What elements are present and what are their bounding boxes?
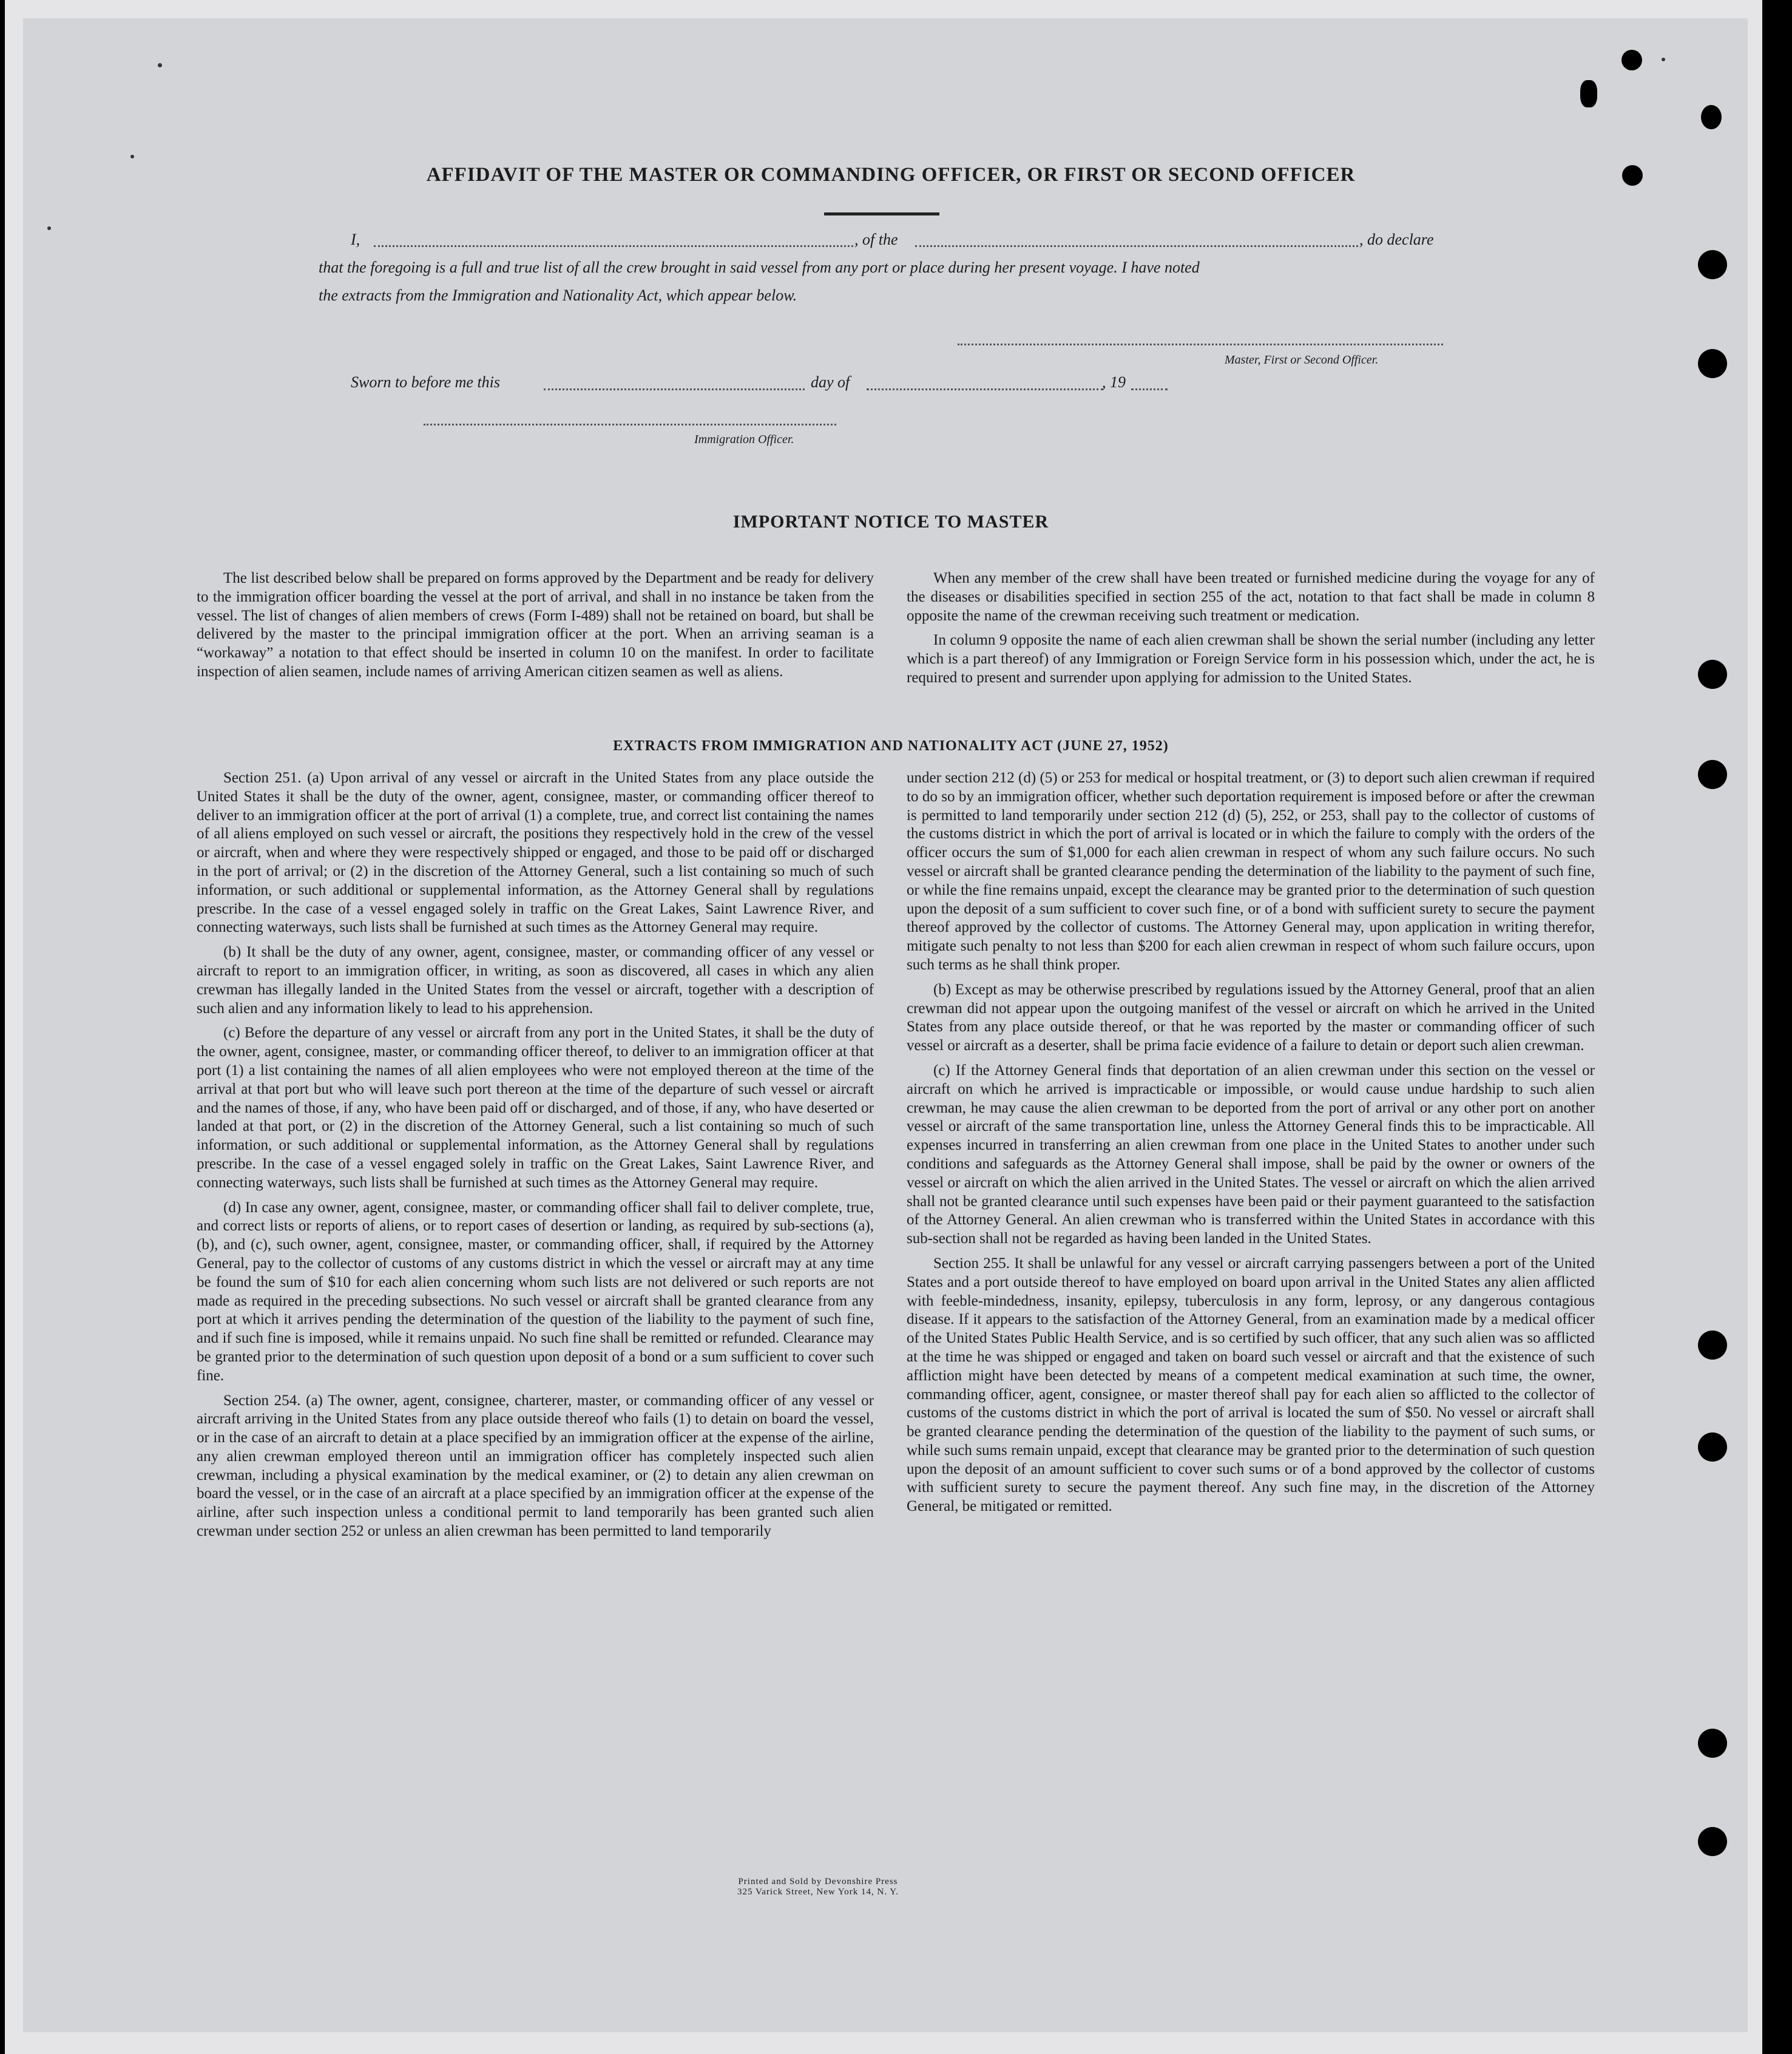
notice-left-paragraph: The list described below shall be prepared on forms approved by the Department and be ready for delivery to the immigration officer boarding the vessel at the port of arrival, and shall in no instance be taken from the vessel. The list of changes of alien members of crews (Form I-489) shall not be retained on board, but shall be delivered by the master to the principal immigration officer at the port. When an arriving seaman is a “workaway” a notation to that effect should be inserted in column 10 on the manifest. In order to facilitate inspection of alien seamen, include names of arriving American citizen seamen as well as aliens.	[197, 570, 874, 680]
do-declare-label: , do declare	[1359, 231, 1434, 248]
name-field[interactable]	[374, 245, 853, 247]
speck	[158, 63, 162, 67]
declaration-line-1: that the foregoing is a full and true list of all the crew brought in said vessel from any port or place during her present voyage. I have noted	[319, 259, 1200, 276]
day-of-label: day of	[811, 373, 850, 391]
punch-hole	[1698, 250, 1727, 279]
printer-line-2: 325 Varick Street, New York 14, N. Y.	[737, 1887, 899, 1897]
extract-paragraph: (b) Except as may be otherwise prescribed by regulations issued by the Attorney General, proof that an alien crewman did not appear upon the outgoing manifest of the vessel or aircraft on which he arrived in the United States from any place outside thereof, or that he was reported by the master or commanding officer of such vessel or aircraft as a deserter, shall be prima facie evidence of a failure to detain or deport such alien crewman.	[907, 981, 1595, 1054]
title-rule	[824, 212, 939, 215]
speck	[1662, 58, 1665, 61]
punch-hole	[1698, 349, 1727, 378]
punch-hole	[1621, 50, 1642, 70]
extract-paragraph: (d) In case any owner, agent, consignee, master, or commanding officer shall fail to deliver complete, true, and correct lists or reports of aliens, or to report cases of desertion or landing, as required by sub-sections (a), (b), and (c), such owner, agent, consignee, master, or commanding officer, shall, if required by the Attorney General, pay to the collector of customs of any customs district in which the vessel or aircraft may at any time be found the sum of $10 for each alien concerning whom such lists are not delivered or such reports are not made as required in the preceding subsections. No such vessel or aircraft shall be granted clearance from any port at which it arrives pending the determination of the question of the liability to the payment of such fine, and if such fine is imposed, while it remains unpaid. No such fine shall be remitted or refunded. Clearance may be granted prior to the determination of such question upon deposit of a bond or a sum sufficient to cover such fine.	[197, 1199, 874, 1384]
immigration-officer-signature-field[interactable]	[424, 424, 836, 425]
notice-title: IMPORTANT NOTICE TO MASTER	[732, 512, 1049, 532]
declaration-line-2: the extracts from the Immigration and Nationality Act, which appear below.	[319, 286, 797, 304]
i-label: I,	[351, 231, 360, 248]
affidavit-title: AFFIDAVIT OF THE MASTER OR COMMANDING OFFICER, OR FIRST OR SECOND OFFICER	[426, 164, 1356, 186]
extract-paragraph: (b) It shall be the duty of any owner, agent, consignee, master, or commanding officer of any vessel or aircraft to report to an immigration officer, in writing, as soon as discovered, all cases in which any alien crewman has illegally landed in the United States from the vessel or aircraft, together with a description of such alien and any information likely to lead to his apprehension.	[197, 944, 874, 1017]
punch-hole	[1698, 1432, 1727, 1462]
punch-hole	[1622, 165, 1643, 186]
punch-hole	[1580, 80, 1597, 107]
printer-imprint	[666, 1877, 970, 1897]
extracts-left-column	[197, 769, 874, 1541]
punch-hole	[1698, 660, 1727, 689]
document-page	[23, 18, 1748, 2032]
document-sheet	[5, 0, 1762, 2054]
extract-paragraph: Section 251. (a) Upon arrival of any vessel or aircraft in the United States from any place outside the United States it shall be the duty of the owner, agent, consignee, master, or commanding officer thereof to deliver to an immigration officer at the port of arrival (1) a complete, true, and correct list containing the names of all aliens employed on such vessel or aircraft, the positions they respectively hold in the crew of the vessel or aircraft, when and where they were respectively shipped or engaged, and those to be paid off or discharged in the port of arrival; or (2) in the discretion of the Attorney General, such a list containing so much of such information, or such additional or supplemental information, as the Attorney General shall by regulations prescribe. In the case of a vessel engaged solely in traffic on the Great Lakes, Saint Lawrence River, and connecting waterways, such lists shall be furnished at such times as the Attorney General may require.	[197, 770, 874, 936]
punch-hole	[1698, 760, 1727, 789]
notice-left-column	[197, 569, 874, 682]
sworn-label: Sworn to before me this	[351, 373, 501, 391]
extract-paragraph: (c) If the Attorney General finds that deportation of an alien crewman under this section on the vessel or aircraft on which he arrived is impracticable or impossible, or would cause undue hardship to such alien crewman, he may cause the alien crewman to be deported from the port of arrival or any other port on another vessel or aircraft of the same transportation line, unless the Attorney General finds this to be impracticable. All expenses incurred in transferring an alien crewman from one place in the United States to another under such conditions and safeguards as the Attorney General shall impose, shall be paid by the owner or owners of the vessel or aircraft on which the alien arrived in the United States. The vessel or aircraft on which the alien arrived shall not be granted clearance until such expenses have been paid or their payment guaranteed to the satisfaction of the Attorney General. An alien crewman who is transferred within the United States in accordance with this sub-section shall not be regarded as having been landed in the United States.	[907, 1062, 1595, 1247]
of-the-label: , of the	[854, 231, 898, 248]
extracts-right-column	[907, 769, 1595, 1516]
punch-hole	[1698, 1827, 1727, 1856]
sworn-month-field[interactable]	[867, 388, 1103, 390]
speck	[47, 226, 51, 230]
extract-paragraph: Section 255. It shall be unlawful for any vessel or aircraft carrying passengers between a port of the United States and a port outside thereof to have employed on board upon arrival in the United States any alien afflicted with feeble-mindedness, insanity, epilepsy, tuberculosis in any form, leprosy, or any dangerous contagious disease. If it appears to the satisfaction of the Attorney General, from an examination made by a medical officer of the United States Public Health Service, and is so certified by such officer, that any such alien was so afflicted at the time he was shipped or engaged and taken on board such vessel or aircraft and that the existence of such affliction might have been detected by means of a competent medical examination at such time, the owner, commanding officer, agent, consignee, or master thereof shall pay for each alien so afflicted to the collector of customs of the customs district in which the port of arrival is located the sum of $50. No vessel or aircraft shall be granted clearance pending the determination of the question of the liability to the payment of such sums, or while such sums remain unpaid, except that clearance may be granted prior to the determination of such question upon the deposit of an amount sufficient to cover such sums or of a bond approved by the collector of customs with sufficient surety to secure the payment thereof. Any such fine may, in the discretion of the Attorney General, be mitigated or remitted.	[907, 1255, 1595, 1515]
sworn-day-field[interactable]	[544, 388, 805, 390]
punch-hole	[1698, 1729, 1727, 1758]
printer-line-1: Printed and Sold by Devonshire Press	[738, 1877, 898, 1886]
master-signature-field[interactable]	[958, 344, 1443, 345]
sworn-year-field[interactable]	[1131, 388, 1168, 390]
notice-right-paragraph-2: In column 9 opposite the name of each alien crewman shall be shown the serial number (including any letter which is a part thereof) of any Immigration or Foreign Service form in his possession which, under the act, he is required to present and surrender upon applying for admission to the United States.	[907, 632, 1595, 686]
extracts-title: EXTRACTS FROM IMMIGRATION AND NATIONALITY ACT (JUNE 27, 1952)	[613, 738, 1169, 754]
punch-hole	[1701, 105, 1722, 129]
master-signature-caption: Master, First or Second Officer.	[1225, 353, 1379, 367]
extract-paragraph: (c) Before the departure of any vessel or aircraft from any port in the United States, it shall be the duty of the owner, agent, consignee, master, or commanding officer thereof, to deliver to an immigration officer at that port (1) a list containing the names of all alien employees who were not employed thereon at the time of the arrival at that port but who will leave such port thereon at the time of the departure of such vessel or aircraft and the names of those, if any, who have been paid off or discharged, and of those, if any, who have deserted or landed at that port, or (2) in the discretion of the Attorney General, such a list containing so much of such information, or such additional or supplemental information, as the Attorney General shall by regulations prescribe. In the case of a vessel engaged solely in traffic on the Great Lakes, Saint Lawrence River, and connecting waterways, such lists shall be furnished at such times as the Attorney General may require.	[197, 1025, 874, 1191]
vessel-field[interactable]	[915, 245, 1358, 247]
notice-right-column	[907, 569, 1595, 688]
extract-paragraph: under section 212 (d) (5) or 253 for medical or hospital treatment, or (3) to deport such alien crewman if required to do so by an immigration officer, whether such deportation requirement is imposed before or after the crewman is permitted to land temporarily under section 212 (d) (5), 252, or 253, shall pay to the collector of customs of the customs district in which the port of arrival is located or in which the failure to comply with the orders of the officer occurs the sum of $1,000 for each alien crewman in respect of whom any such failure occurs. No such vessel or aircraft shall be granted clearance pending the determination of the liability to the payment of such fine, or while the fine remains unpaid, except the clearance may be granted prior to the determination of such question upon the deposit of a sum sufficient to cover such fine, or of a bond with sufficient surety to secure the payment thereof approved by the collector of customs. The Attorney General may, upon application in writing therefor, mitigate such penalty to not less than $200 for each alien crewman in respect of whom such failure occurs, upon such terms as he shall think proper.	[907, 770, 1595, 973]
immigration-officer-caption: Immigration Officer.	[694, 433, 794, 446]
notice-right-paragraph-1: When any member of the crew shall have been treated or furnished medicine during the voyage for any of the diseases or disabilities specified in section 255 of the act, notation to that fact shall be made in column 8 opposite the name of the crewman receiving such treatment or medication.	[907, 570, 1595, 624]
punch-hole	[1698, 1330, 1727, 1360]
extract-paragraph: Section 254. (a) The owner, agent, consignee, charterer, master, or commanding officer of any vessel or aircraft arriving in the United States from any place outside thereof who fails (1) to detain on board the vessel, or in the case of an aircraft to detain at a place specified by an immigration officer at the expense of the airline, any alien crewman employed thereon until an immigration officer has completely inspected such alien crewman, including a physical examination by the medical examiner, or (2) to detain any alien crewman on board the vessel, or in the case of an aircraft at a place specified by an immigration officer at the expense of the airline, after such inspection unless a conditional permit to land temporarily has been granted such alien crewman under section 252 or unless an alien crewman has been permitted to land temporarily	[197, 1392, 874, 1540]
speck	[130, 155, 134, 158]
year-label: , 19	[1102, 373, 1126, 391]
